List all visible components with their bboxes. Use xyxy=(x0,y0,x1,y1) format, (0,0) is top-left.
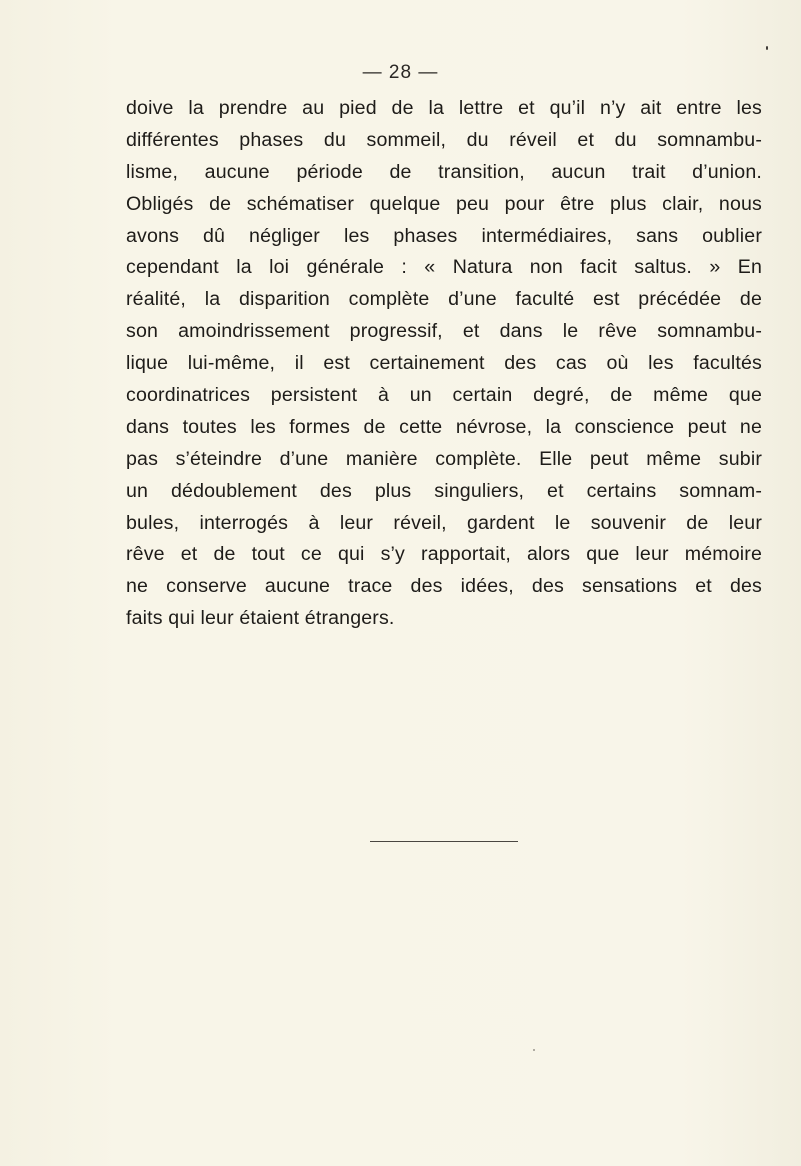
text-line: bules, interrogés à leur réveil, gardent le souvenir de leur xyxy=(126,511,762,534)
text-line: ne conserve aucune trace des idées, des sensations et des xyxy=(126,575,762,598)
text-line: pas s’éteindre d’une manière complète. Elle peut même subir xyxy=(126,447,762,470)
text-line: lique lui-même, il est certainement des cas où les facultés xyxy=(126,352,762,375)
body-paragraph xyxy=(126,93,762,635)
text-line: son amoindrissement progressif, et dans le rêve somnambu- xyxy=(126,320,762,343)
text-line: avons dû négliger les phases intermédiaires, sans oublier xyxy=(126,224,762,247)
page-number: — 28 — xyxy=(362,62,439,83)
text-line: un dédoublement des plus singuliers, et certains somnam- xyxy=(126,479,762,502)
text-line: Obligés de schématiser quelque peu pour être plus clair, nous xyxy=(126,192,762,215)
paper-speck xyxy=(533,1049,535,1051)
end-rule xyxy=(370,841,518,842)
paper-speck xyxy=(766,46,768,50)
text-line: différentes phases du sommeil, du réveil et du somnambu- xyxy=(126,128,762,151)
text-line: dans toutes les formes de cette névrose, la conscience peut ne xyxy=(126,415,762,438)
text-line: lisme, aucune période de transition, aucun trait d’union. xyxy=(126,160,762,183)
text-line: coordinatrices persistent à un certain degré, de même que xyxy=(126,384,762,407)
text-line: cependant la loi générale : « Natura non facit saltus. » En xyxy=(126,256,762,279)
text-line: réalité, la disparition complète d’une faculté est précédée de xyxy=(126,288,762,311)
text-line: doive la prendre au pied de la lettre et qu’il n’y ait entre les xyxy=(126,97,762,119)
text-line: rêve et de tout ce qui s’y rapportait, alors que leur mémoire xyxy=(126,543,762,566)
text-line: faits qui leur étaient étrangers. xyxy=(126,607,395,630)
